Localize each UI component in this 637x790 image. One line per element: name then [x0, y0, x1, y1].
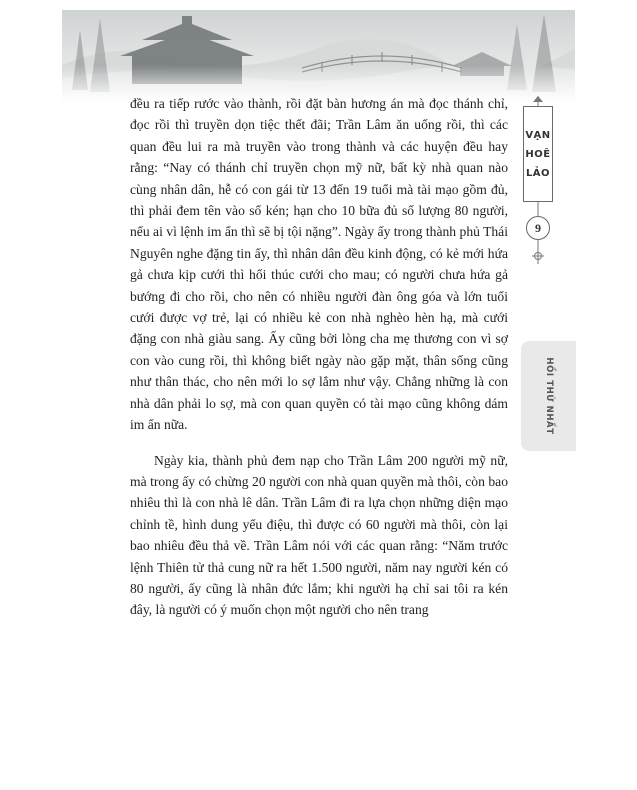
chapter-tab-label: HỒI THỨ NHẤT — [543, 357, 554, 435]
body-text — [130, 93, 508, 621]
page-number: 9 — [526, 216, 550, 240]
paragraph: Ngày kia, thành phủ đem nạp cho Trần Lâm 200 người mỹ nữ, mà trong ấy có chừng 20 người con nhà quan quyền mà thôi, còn bao nhiêu thì là con nhà lê dân. Trần Lâm đi ra lựa chọn những diện mạo chỉnh tề, hình dung yểu điệu, thì được có 60 người mà thôi, còn lại bao nhiêu đều thả về. Trần Lâm nói với các quan rằng: “Năm trước lệnh Thiên tử thả cung nữ ra hết 1.500 người, năm nay người kén có 80 người, ấy cũng là nhân đức lắm; khi người hạ chỉ sai tôi ra kén đây, là người có ý muốn chọn một người cho nên trang — [130, 452, 508, 618]
chapter-tab — [521, 341, 576, 451]
book-title-line-3: LẢO — [525, 167, 551, 179]
paragraph: đều ra tiếp rước vào thành, rồi đặt bàn hương án mà đọc thánh chỉ, đọc rồi thì truyền dọn tiệc thết đãi; Trần Lâm ăn uống rồi, thì các quan đều lui ra mà truyền vào trong thành và các huyện đều hay rằng: “Nay có thánh chỉ truyền chọn mỹ nữ, bất kỳ nhà quan nào cùng nhân dân, hễ có con gái từ 13 đến 19 tuổi mà tài mạo gồm đủ, thì phải đem tên vào sổ kén; hạn cho 10 bữa đủ số lượng 80 người, nếu ai vì lệnh im ẩn thì sẽ bị tội nặng”. Ngày ấy trong thành phủ Thái Nguyên nghe đặng tin ấy, thì nhân dân đều kinh động, có kẻ mới hứa gả chưa kịp cưới thì hối thúc cưới cho mau; có người chưa hứa gả bướng đi cho rồi, cho nên có nhiều người đàn ông góa và lớn tuổi cưới được vợ trẻ, lại có nhiều kẻ con nhà nghèo hèn hạ, mà cưới đặng con nhà giàu sang. Ấy cũng bởi lòng cha mẹ thương con vì sợ con vào cung rồi, thì không biết ngày nào gặp mặt, thân sống cũng như thân thác, cho nên mới lo sợ lắm như vậy. Chẳng những là con nhà dân phải lo sợ, mà con quan quyền có tài mạo cũng không dám im ẩn nữa. — [130, 96, 508, 433]
pavilion-landscape-illustration — [62, 10, 575, 102]
book-title-box — [523, 106, 553, 202]
book-title-line-1: VẠN — [525, 129, 551, 141]
book-title-line-2: HOÊ — [525, 148, 551, 160]
